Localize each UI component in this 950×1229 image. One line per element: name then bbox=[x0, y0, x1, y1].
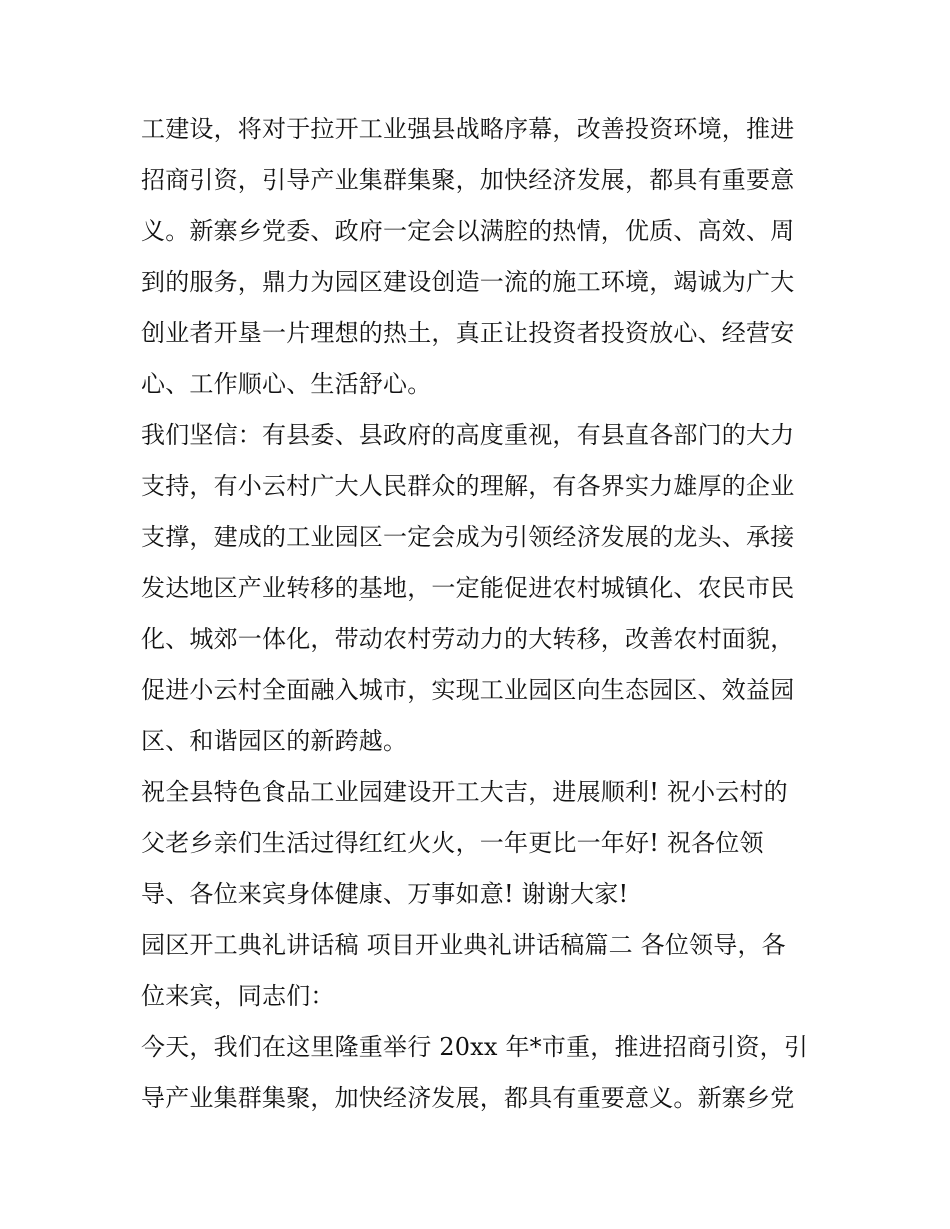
text-line: 祝全县特色食品工业园建设开工大吉，进展顺利! 祝小云村的 bbox=[141, 778, 788, 806]
text-line: 创业者开垦一片理想的热土，真正让投资者投资放心、经营安 bbox=[141, 319, 795, 347]
text-line: 义。新寨乡党委、政府一定会以满腔的热情，优质、高效、周 bbox=[141, 217, 795, 245]
text-line: 心、工作顺心、生活舒心。 bbox=[141, 370, 432, 398]
text-line: 位来宾，同志们： bbox=[141, 982, 335, 1010]
document-body bbox=[141, 104, 821, 1124]
text-line: 父老乡亲们生活过得红红火火，一年更比一年好! 祝各位领 bbox=[141, 829, 764, 857]
text-line: 招商引资，引导产业集群集聚，加快经济发展，都具有重要意 bbox=[141, 166, 795, 194]
text-line: 区、和谐园区的新跨越。 bbox=[141, 727, 408, 755]
text-line: 到的服务，鼎力为园区建设创造一流的施工环境，竭诚为广大 bbox=[141, 268, 795, 296]
text-line: 促进小云村全面融入城市，实现工业园区向生态园区、效益园 bbox=[141, 676, 795, 704]
text-line: 支撑，建成的工业园区一定会成为引领经济发展的龙头、承接 bbox=[141, 523, 795, 551]
text-line: 导、各位来宾身体健康、万事如意! 谢谢大家! bbox=[141, 880, 629, 908]
text-line: 园区开工典礼讲话稿 项目开业典礼讲话稿篇二 各位领导，各 bbox=[141, 931, 786, 959]
text-line: 工建设，将对于拉开工业强县战略序幕，改善投资环境，推进 bbox=[141, 115, 795, 143]
text-line: 今天，我们在这里隆重举行 20xx 年*市重，推进招商引资，引 bbox=[141, 1033, 809, 1061]
text-line: 支持，有小云村广大人民群众的理解，有各界实力雄厚的企业 bbox=[141, 472, 795, 500]
text-line: 发达地区产业转移的基地，一定能促进农村城镇化、农民市民 bbox=[141, 574, 795, 602]
text-line: 我们坚信：有县委、县政府的高度重视，有县直各部门的大力 bbox=[141, 421, 795, 449]
text-line: 导产业集群集聚，加快经济发展，都具有重要意义。新寨乡党 bbox=[141, 1084, 795, 1112]
text-line: 化、城郊一体化，带动农村劳动力的大转移，改善农村面貌， bbox=[141, 625, 795, 653]
